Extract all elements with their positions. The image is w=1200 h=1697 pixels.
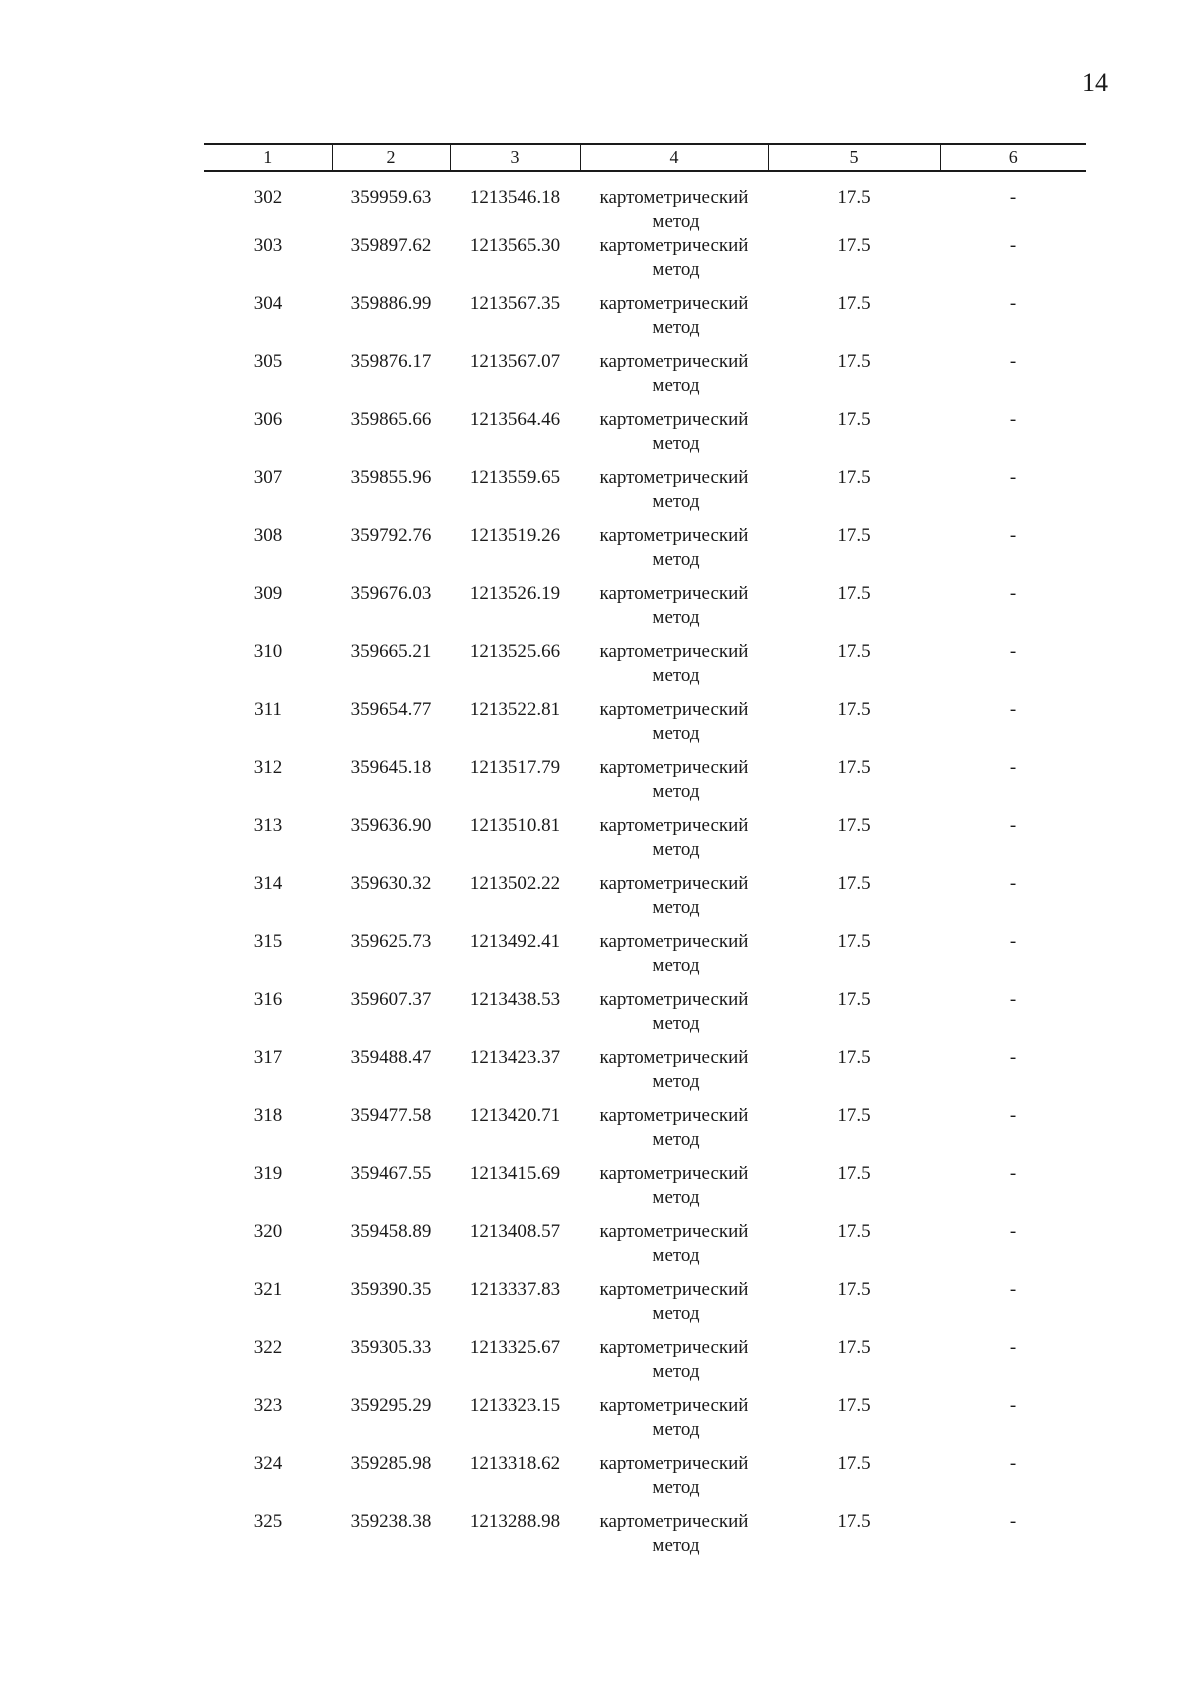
method-cell [580, 1046, 768, 1104]
coordinate-y: 1213325.67 [469, 1337, 561, 1358]
accuracy-value: 17.5 [837, 815, 871, 836]
method-cell [580, 1278, 768, 1336]
note-value: - [1009, 931, 1017, 952]
method-line-2: метод [652, 1361, 700, 1382]
note-value: - [1009, 583, 1017, 604]
coordinate-y: 1213288.98 [469, 1511, 561, 1532]
method-cell [580, 350, 768, 408]
method-line-1: картометрический [599, 1279, 749, 1300]
point-number: 324 [253, 1453, 283, 1474]
method-cell [580, 1394, 768, 1452]
note-value: - [1009, 467, 1017, 488]
table-row [204, 582, 1086, 640]
method-line-2: метод [652, 1013, 700, 1034]
accuracy-value: 17.5 [837, 525, 871, 546]
coordinate-x: 359876.17 [350, 351, 432, 372]
coordinate-x: 359390.35 [350, 1279, 432, 1300]
method-line-2: метод [652, 1419, 700, 1440]
point-number: 310 [253, 641, 283, 662]
method-line-1: картометрический [599, 235, 749, 256]
method-cell [580, 171, 768, 234]
coordinate-x: 359897.62 [350, 235, 432, 256]
coordinate-x: 359665.21 [350, 641, 432, 662]
table-row [204, 756, 1086, 814]
column-header-4: 4 [580, 144, 768, 171]
coordinate-y: 1213564.46 [469, 409, 561, 430]
accuracy-value: 17.5 [837, 293, 871, 314]
method-line-1: картометрический [599, 1047, 749, 1068]
point-number: 305 [253, 351, 283, 372]
accuracy-value: 17.5 [837, 1337, 871, 1358]
note-value: - [1009, 989, 1017, 1010]
coordinate-x: 359645.18 [350, 757, 432, 778]
method-cell [580, 1452, 768, 1510]
method-line-1: картометрический [599, 1511, 749, 1532]
table-row [204, 350, 1086, 408]
method-cell [580, 930, 768, 988]
method-cell [580, 814, 768, 872]
note-value: - [1009, 1279, 1017, 1300]
coordinate-x: 359630.32 [350, 873, 432, 894]
note-value: - [1009, 525, 1017, 546]
point-number: 308 [253, 525, 283, 546]
note-value: - [1009, 1453, 1017, 1474]
column-header-3: 3 [450, 144, 580, 171]
method-line-1: картометрический [599, 351, 749, 372]
page-number: 14 [1082, 68, 1108, 97]
coordinates-table [204, 143, 1086, 1568]
column-header-5: 5 [768, 144, 940, 171]
coordinate-y: 1213318.62 [469, 1453, 561, 1474]
table-body [204, 171, 1086, 1568]
method-line-2: метод [652, 839, 700, 860]
point-number: 306 [253, 409, 283, 430]
method-line-2: метод [652, 1245, 700, 1266]
method-cell [580, 1104, 768, 1162]
point-number: 304 [253, 293, 283, 314]
table-row [204, 988, 1086, 1046]
point-number: 321 [253, 1279, 283, 1300]
point-number: 317 [253, 1047, 283, 1068]
point-number: 311 [254, 699, 282, 720]
accuracy-value: 17.5 [837, 1163, 871, 1184]
note-value: - [1009, 1105, 1017, 1126]
method-line-1: картометрический [599, 1163, 749, 1184]
method-cell [580, 234, 768, 292]
method-line-2: метод [652, 1303, 700, 1324]
point-number: 303 [253, 235, 283, 256]
accuracy-value: 17.5 [837, 1221, 871, 1242]
coordinate-y: 1213415.69 [469, 1163, 561, 1184]
point-number: 316 [253, 989, 283, 1010]
accuracy-value: 17.5 [837, 583, 871, 604]
accuracy-value: 17.5 [837, 989, 871, 1010]
coordinate-x: 359625.73 [350, 931, 432, 952]
coordinate-x: 359285.98 [350, 1453, 432, 1474]
accuracy-value: 17.5 [837, 1395, 871, 1416]
coordinate-x: 359792.76 [350, 525, 432, 546]
method-cell [580, 872, 768, 930]
coordinate-x: 359607.37 [350, 989, 432, 1010]
method-line-2: метод [652, 897, 700, 918]
coordinate-y: 1213420.71 [469, 1105, 561, 1126]
note-value: - [1009, 757, 1017, 778]
note-value: - [1009, 351, 1017, 372]
point-number: 323 [253, 1395, 283, 1416]
coordinate-y: 1213323.15 [469, 1395, 561, 1416]
note-value: - [1009, 235, 1017, 256]
method-line-2: метод [652, 211, 700, 232]
point-number: 315 [253, 931, 283, 952]
header-row [204, 144, 1086, 171]
table-row [204, 1394, 1086, 1452]
method-cell [580, 466, 768, 524]
accuracy-value: 17.5 [837, 1105, 871, 1126]
accuracy-value: 17.5 [837, 931, 871, 952]
coordinate-x: 359305.33 [350, 1337, 432, 1358]
coordinate-y: 1213423.37 [469, 1047, 561, 1068]
method-line-2: метод [652, 1187, 700, 1208]
note-value: - [1009, 1163, 1017, 1184]
method-cell [580, 698, 768, 756]
method-cell [580, 1162, 768, 1220]
point-number: 313 [253, 815, 283, 836]
coordinate-y: 1213526.19 [469, 583, 561, 604]
coordinate-x: 359467.55 [350, 1163, 432, 1184]
method-line-2: метод [652, 607, 700, 628]
method-line-1: картометрический [599, 873, 749, 894]
coordinate-y: 1213510.81 [469, 815, 561, 836]
point-number: 318 [253, 1105, 283, 1126]
accuracy-value: 17.5 [837, 409, 871, 430]
method-line-2: метод [652, 665, 700, 686]
method-cell [580, 408, 768, 466]
accuracy-value: 17.5 [837, 1511, 871, 1532]
coordinate-y: 1213567.07 [469, 351, 561, 372]
table-row [204, 640, 1086, 698]
method-line-2: метод [652, 491, 700, 512]
table-row [204, 234, 1086, 292]
method-line-2: метод [652, 723, 700, 744]
accuracy-value: 17.5 [837, 641, 871, 662]
coordinate-y: 1213559.65 [469, 467, 561, 488]
note-value: - [1009, 699, 1017, 720]
method-line-1: картометрический [599, 1453, 749, 1474]
coordinate-y: 1213502.22 [469, 873, 561, 894]
coordinate-y: 1213492.41 [469, 931, 561, 952]
coordinate-x: 359886.99 [350, 293, 432, 314]
point-number: 307 [253, 467, 283, 488]
method-line-2: метод [652, 259, 700, 280]
point-number: 322 [253, 1337, 283, 1358]
method-line-1: картометрический [599, 931, 749, 952]
method-line-1: картометрический [599, 1105, 749, 1126]
method-cell [580, 1510, 768, 1568]
point-number: 319 [253, 1163, 283, 1184]
coordinate-y: 1213522.81 [469, 699, 561, 720]
method-cell [580, 640, 768, 698]
method-line-1: картометрический [599, 1395, 749, 1416]
column-header-2: 2 [332, 144, 450, 171]
method-line-2: метод [652, 1129, 700, 1150]
point-number: 312 [253, 757, 283, 778]
method-line-1: картометрический [599, 583, 749, 604]
method-cell [580, 988, 768, 1046]
coordinate-x: 359865.66 [350, 409, 432, 430]
note-value: - [1009, 1221, 1017, 1242]
note-value: - [1009, 1395, 1017, 1416]
table-row [204, 1046, 1086, 1104]
table-row [204, 408, 1086, 466]
table-row [204, 466, 1086, 524]
accuracy-value: 17.5 [837, 1453, 871, 1474]
coordinate-x: 359458.89 [350, 1221, 432, 1242]
table-row [204, 698, 1086, 756]
coordinate-x: 359238.38 [350, 1511, 432, 1532]
table-row [204, 814, 1086, 872]
coordinate-y: 1213408.57 [469, 1221, 561, 1242]
coordinate-y: 1213525.66 [469, 641, 561, 662]
coordinate-x: 359488.47 [350, 1047, 432, 1068]
method-line-1: картометрический [599, 641, 749, 662]
table-row [204, 1220, 1086, 1278]
table-row [204, 1336, 1086, 1394]
method-line-2: метод [652, 955, 700, 976]
method-line-2: метод [652, 1477, 700, 1498]
table-row [204, 524, 1086, 582]
accuracy-value: 17.5 [837, 757, 871, 778]
coordinate-x: 359636.90 [350, 815, 432, 836]
point-number: 314 [253, 873, 283, 894]
method-line-2: метод [652, 781, 700, 802]
column-header-1: 1 [204, 144, 332, 171]
method-line-2: метод [652, 317, 700, 338]
note-value: - [1009, 815, 1017, 836]
point-number: 320 [253, 1221, 283, 1242]
coordinate-y: 1213337.83 [469, 1279, 561, 1300]
coordinate-x: 359654.77 [350, 699, 432, 720]
method-line-2: метод [652, 1535, 700, 1556]
accuracy-value: 17.5 [837, 351, 871, 372]
coordinate-x: 359295.29 [350, 1395, 432, 1416]
table-row [204, 1162, 1086, 1220]
method-line-2: метод [652, 549, 700, 570]
method-line-2: метод [652, 433, 700, 454]
note-value: - [1009, 1337, 1017, 1358]
method-cell [580, 1336, 768, 1394]
note-value: - [1009, 409, 1017, 430]
method-line-1: картометрический [599, 525, 749, 546]
method-line-1: картометрический [599, 757, 749, 778]
coordinate-x: 359676.03 [350, 583, 432, 604]
table-header [204, 144, 1086, 171]
table-row [204, 1104, 1086, 1162]
point-number: 325 [253, 1511, 283, 1532]
note-value: - [1009, 873, 1017, 894]
coordinate-y: 1213517.79 [469, 757, 561, 778]
table-row [204, 930, 1086, 988]
method-cell [580, 582, 768, 640]
method-line-1: картометрический [599, 187, 749, 208]
method-line-1: картометрический [599, 293, 749, 314]
point-number: 302 [253, 187, 283, 208]
accuracy-value: 17.5 [837, 873, 871, 894]
table-row [204, 1278, 1086, 1336]
method-cell [580, 756, 768, 814]
coordinate-x: 359959.63 [350, 187, 432, 208]
method-line-1: картометрический [599, 467, 749, 488]
accuracy-value: 17.5 [837, 1047, 871, 1068]
coordinate-y: 1213519.26 [469, 525, 561, 546]
method-cell [580, 1220, 768, 1278]
method-line-1: картометрический [599, 1221, 749, 1242]
method-line-2: метод [652, 1071, 700, 1092]
note-value: - [1009, 1047, 1017, 1068]
coordinate-y: 1213438.53 [469, 989, 561, 1010]
method-line-1: картометрический [599, 1337, 749, 1358]
table-row [204, 171, 1086, 234]
note-value: - [1009, 293, 1017, 314]
coordinate-y: 1213567.35 [469, 293, 561, 314]
coordinate-x: 359855.96 [350, 467, 432, 488]
method-line-1: картометрический [599, 815, 749, 836]
coordinate-x: 359477.58 [350, 1105, 432, 1126]
table-row [204, 872, 1086, 930]
note-value: - [1009, 1511, 1017, 1532]
method-cell [580, 524, 768, 582]
table-row [204, 1452, 1086, 1510]
method-line-2: метод [652, 375, 700, 396]
method-line-1: картометрический [599, 699, 749, 720]
accuracy-value: 17.5 [837, 235, 871, 256]
accuracy-value: 17.5 [837, 1279, 871, 1300]
accuracy-value: 17.5 [837, 699, 871, 720]
method-line-1: картометрический [599, 989, 749, 1010]
method-cell [580, 292, 768, 350]
table-row [204, 292, 1086, 350]
table-row [204, 1510, 1086, 1568]
coordinate-y: 1213565.30 [469, 235, 561, 256]
note-value: - [1009, 187, 1017, 208]
column-header-6: 6 [940, 144, 1086, 171]
accuracy-value: 17.5 [837, 187, 871, 208]
accuracy-value: 17.5 [837, 467, 871, 488]
point-number: 309 [253, 583, 283, 604]
method-line-1: картометрический [599, 409, 749, 430]
note-value: - [1009, 641, 1017, 662]
coordinate-y: 1213546.18 [469, 187, 561, 208]
